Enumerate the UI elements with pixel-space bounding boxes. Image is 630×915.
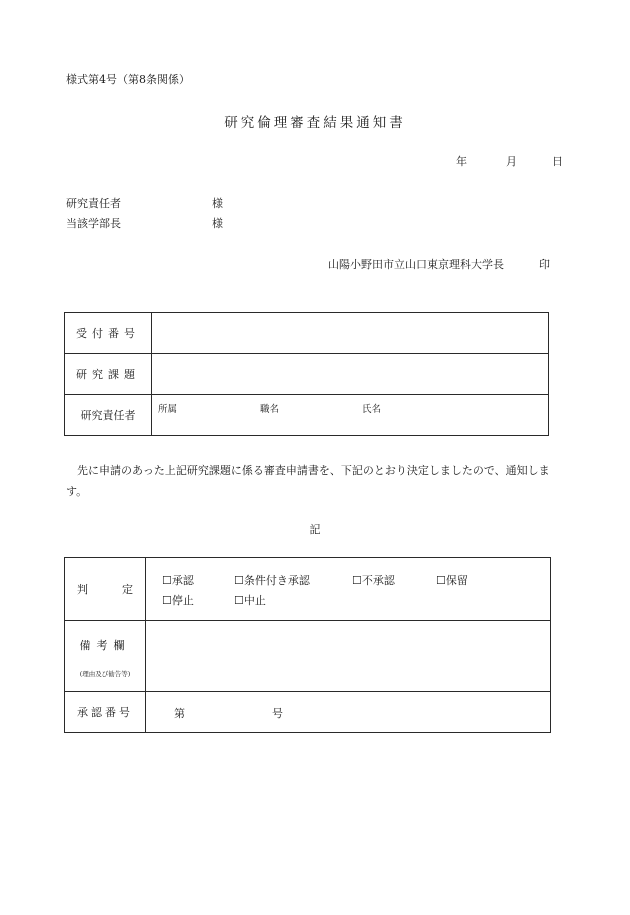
researcher-name-label: 氏名 xyxy=(362,404,382,415)
research-topic-label: 研究課題 xyxy=(65,354,152,395)
date-month-label: 月 xyxy=(506,155,517,168)
option-reject-label: 不承認 xyxy=(361,574,395,587)
checkbox-icon[interactable]: ☐ xyxy=(162,574,172,587)
option-reject[interactable] xyxy=(352,572,395,588)
remarks-label: 備考欄 xyxy=(79,638,131,652)
option-suspend-label: 停止 xyxy=(171,594,194,607)
researcher-label: 研究責任者 xyxy=(65,395,152,436)
issuer-name: 山陽小野田市立山口東京理科大学長 xyxy=(328,258,504,271)
approval-number-label: 承認番号 xyxy=(65,692,146,733)
ki-mark: 記 xyxy=(309,523,321,536)
researcher-field[interactable] xyxy=(152,395,549,436)
researcher-affiliation-label: 所属 xyxy=(158,404,178,415)
notice-paragraph: 先に申請のあった上記研究課題に係る審査申請書を、下記のとおり決定しましたので、通知します。 xyxy=(66,464,550,498)
judgement-label-char-1: 判 xyxy=(77,583,88,596)
decision-table xyxy=(64,557,551,733)
checkbox-icon[interactable]: ☐ xyxy=(234,574,244,587)
checkbox-icon[interactable]: ☐ xyxy=(162,594,172,607)
option-approve[interactable] xyxy=(162,572,194,588)
remarks-label-cell xyxy=(65,621,146,692)
judgement-options xyxy=(146,558,551,621)
receipt-number-row xyxy=(65,313,549,354)
checkbox-icon[interactable]: ☐ xyxy=(436,574,446,587)
option-approve-label: 承認 xyxy=(171,574,194,587)
checkbox-icon[interactable]: ☐ xyxy=(352,574,362,587)
issuer-seal: 印 xyxy=(539,258,550,271)
form-number: 様式第4号（第8条関係） xyxy=(66,73,190,86)
date-day-label: 日 xyxy=(552,155,563,168)
addressee-dean-honorific: 様 xyxy=(212,217,223,230)
date-year-label: 年 xyxy=(456,155,467,168)
researcher-row xyxy=(65,395,549,436)
judgement-label xyxy=(65,558,146,621)
researcher-position-label: 職名 xyxy=(260,404,280,415)
option-suspend[interactable] xyxy=(162,592,194,608)
remarks-row xyxy=(65,621,551,692)
checkbox-icon[interactable]: ☐ xyxy=(234,594,244,607)
receipt-number-field[interactable] xyxy=(152,313,549,354)
option-hold[interactable] xyxy=(436,572,468,588)
remarks-field[interactable] xyxy=(146,621,551,692)
document-title: 研究倫理審査結果通知書 xyxy=(224,115,406,131)
research-topic-field[interactable] xyxy=(152,354,549,395)
judgement-label-char-2: 定 xyxy=(122,583,133,596)
option-hold-label: 保留 xyxy=(445,574,468,587)
option-conditional-approve[interactable] xyxy=(234,572,310,588)
application-table xyxy=(64,312,549,436)
receipt-number-label: 受付番号 xyxy=(65,313,152,354)
option-conditional-approve-label: 条件付き承認 xyxy=(243,574,310,587)
addressee-researcher: 研究責任者 xyxy=(66,197,121,210)
option-cancel[interactable] xyxy=(234,592,266,608)
approval-number-field[interactable] xyxy=(146,692,551,733)
approval-number-suffix: 号 xyxy=(272,707,283,720)
addressee-researcher-honorific: 様 xyxy=(212,197,223,210)
option-cancel-label: 中止 xyxy=(243,594,266,607)
approval-number-prefix: 第 xyxy=(174,707,185,720)
judgement-row xyxy=(65,558,551,621)
addressee-dean: 当該学部長 xyxy=(66,217,121,230)
research-topic-row xyxy=(65,354,549,395)
approval-number-row xyxy=(65,692,551,733)
remarks-sublabel: (理由及び勧告等) xyxy=(79,669,131,678)
